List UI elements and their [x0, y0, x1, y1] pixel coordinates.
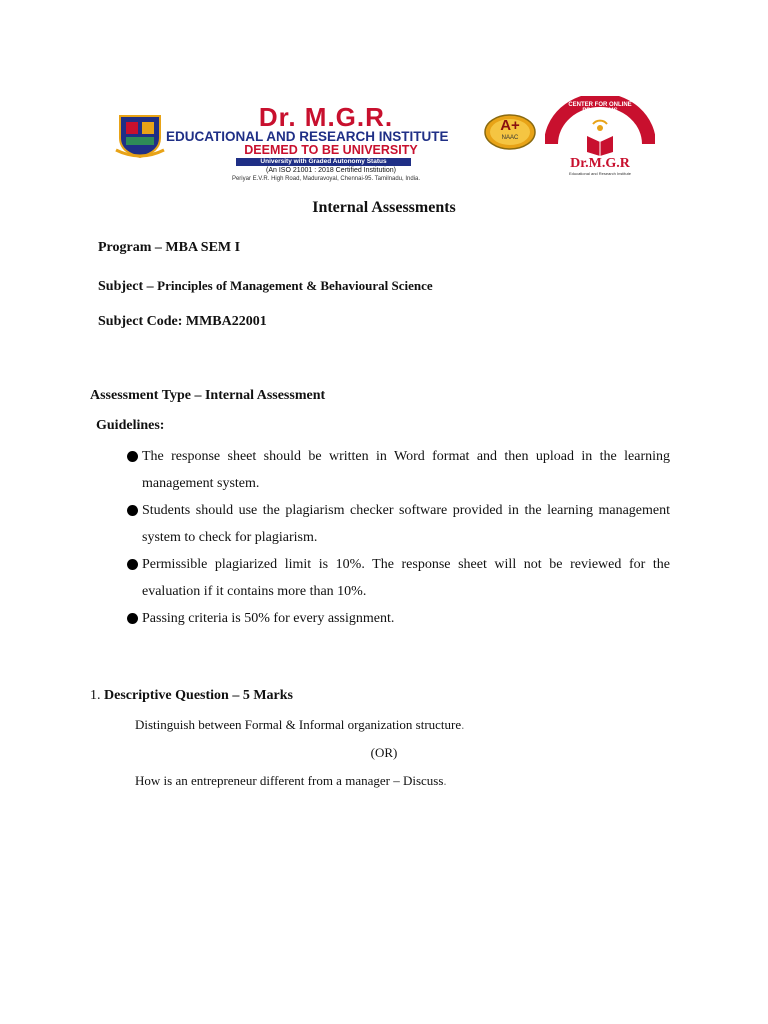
center-subtitle: Educational and Research Institute [568, 171, 632, 176]
question-title: Descriptive Question – 5 Marks [104, 688, 293, 703]
guideline-item [126, 497, 670, 551]
guideline-text: Passing criteria is 50% for every assignment. [142, 611, 395, 626]
document-title: Internal Assessments [312, 199, 456, 216]
or-separator: (OR) [370, 745, 398, 760]
autonomy-status-band: University with Graded Autonomy Status [236, 158, 411, 166]
subject-value: Principles of Management & Behavioural Science [157, 278, 433, 293]
option-a-period: . [461, 717, 465, 732]
center-label: CENTER FOR ONLINE PROGRAMS [568, 102, 632, 114]
subject-line [98, 278, 433, 295]
guideline-text: Permissible plagiarized limit is 10%. The response sheet will not be reviewed for the evaluation if it contains more than 10%. [142, 557, 670, 599]
question-option-a [135, 717, 464, 733]
guidelines-list [126, 443, 670, 632]
institution-address: Periyar E.V.R. High Road, Maduravoyal, Chennai-95. Tamilnadu, India. [231, 176, 421, 182]
guideline-item [126, 551, 670, 605]
guideline-text: The response sheet should be written in Word format and then upload in the learning management system. [142, 449, 670, 491]
institution-full-name: EDUCATIONAL AND RESEARCH INSTITUTE [166, 129, 449, 144]
iso-certification: (An ISO 21001 : 2018 Certified Institution) [266, 167, 396, 174]
naac-label: NAAC [501, 135, 519, 141]
naac-grade: A+ [500, 117, 520, 134]
bullet-icon [127, 559, 138, 570]
question-heading [90, 688, 293, 704]
bullet-icon [127, 613, 138, 624]
subject-code-line: Subject Code: MMBA22001 [98, 314, 267, 329]
assessment-type-line: Assessment Type – Internal Assessment [90, 388, 326, 403]
guideline-item [126, 605, 670, 632]
option-b-period: . [443, 773, 447, 788]
center-brand: Dr.M.G.R [570, 156, 630, 171]
bullet-icon [127, 505, 138, 516]
question-number: 1. [90, 688, 101, 703]
subject-label: Subject – [98, 279, 158, 294]
naac-badge [484, 114, 536, 150]
institution-short-name: Dr. M.G.R. [258, 102, 394, 132]
guidelines-heading: Guidelines: [96, 418, 165, 433]
deemed-university-label: DEEMED TO BE UNIVERSITY [244, 143, 418, 157]
guideline-text: Students should use the plagiarism checker software provided in the learning management system to check for plagiarism. [142, 503, 670, 545]
institution-name-block [166, 104, 486, 183]
guideline-item [126, 443, 670, 497]
bullet-icon [127, 451, 138, 462]
option-b-text: How is an entrepreneur different from a manager – Discuss [135, 773, 444, 788]
program-line: Program – MBA SEM I [98, 240, 241, 255]
header-logos [0, 0, 768, 185]
university-crest-logo [114, 112, 166, 158]
option-a-text: Distinguish between Formal & Informal organization structure [135, 717, 462, 732]
question-option-b [135, 773, 447, 789]
center-online-programs-logo [545, 96, 655, 178]
